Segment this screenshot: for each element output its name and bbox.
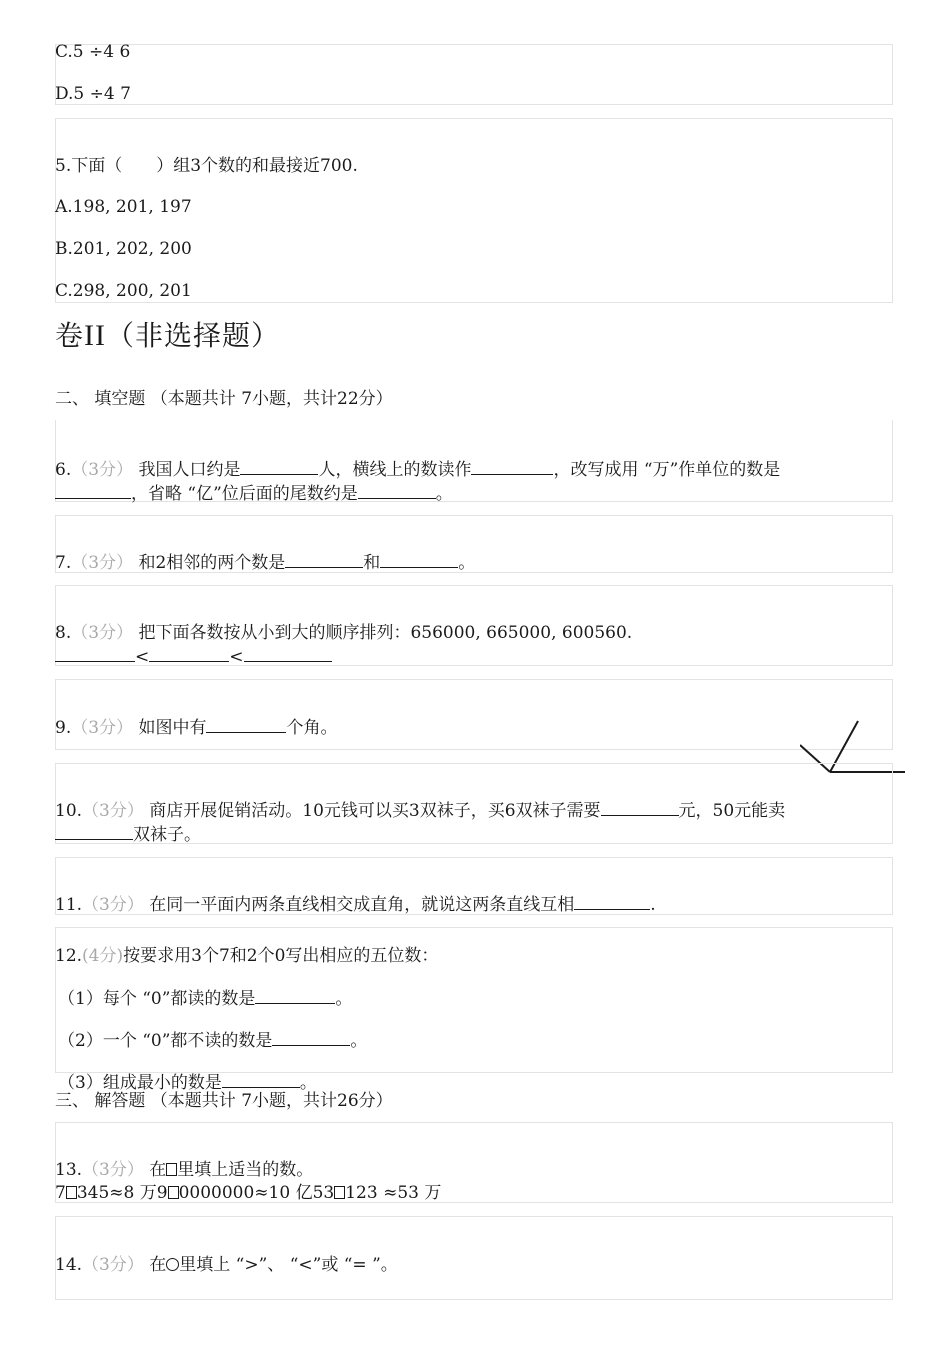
- q11-text-2: .: [650, 895, 656, 915]
- q7-number: 7.: [55, 553, 72, 573]
- q14-text-1: 在: [143, 1255, 167, 1275]
- q12-blank-3[interactable]: [222, 1073, 300, 1088]
- q11-blank[interactable]: [574, 895, 650, 910]
- q8-line-2: [55, 646, 332, 668]
- q10-text-2: 元，50元能卖: [678, 801, 786, 821]
- q6-line-1: [55, 459, 780, 481]
- square-box-icon: [166, 1163, 177, 1176]
- q7-blank-1[interactable]: [285, 553, 363, 568]
- q12-sub-2-text: （2）一个 “0”都不读的数是: [58, 1031, 273, 1051]
- q6-text-4: ，省略 “亿”位后面的尾数约是: [131, 484, 358, 504]
- q7-text-2: 和: [363, 553, 381, 573]
- q12-sub-2-end: 。: [350, 1031, 368, 1051]
- q14-text-2: 里填上 “>”、 “<”或 “= ”。: [179, 1255, 398, 1275]
- q5-stem: 5.下面（ ）组3个数的和最接近700.: [55, 156, 358, 176]
- q9-line: [55, 717, 337, 739]
- q5-option-c: C.298, 200, 201: [55, 281, 192, 301]
- q14-number: 14.: [55, 1255, 83, 1275]
- q13-expr-3-b: 123 ≈53 万: [345, 1183, 442, 1203]
- q7-score: （3分）: [71, 553, 134, 573]
- q9-score: （3分）: [71, 718, 134, 738]
- q13-expr-3-a: 53: [312, 1183, 335, 1203]
- q10-blank-2[interactable]: [55, 825, 133, 840]
- q12-sub-3-text: （3）组成最小的数是: [58, 1073, 222, 1093]
- q7-text-3: 。: [458, 553, 476, 573]
- q6-text-2: 人，横线上的数读作: [318, 460, 472, 480]
- q5-option-b: B.201, 202, 200: [55, 239, 192, 259]
- q12-blank-1[interactable]: [255, 989, 335, 1004]
- q12-score: (4分): [82, 946, 124, 966]
- q12-number: 12.: [55, 946, 83, 966]
- section-3-heading: 三、 解答题 （本题共计 7小题，共计26分）: [55, 1091, 393, 1111]
- part-2-title-roman: II: [84, 319, 106, 352]
- q12-blank-2[interactable]: [272, 1031, 350, 1046]
- q14-score: （3分）: [82, 1255, 144, 1275]
- q10-score: （3分）: [82, 801, 144, 821]
- q6-line-2: [55, 483, 453, 505]
- q14-line: [55, 1254, 398, 1276]
- q5-option-a: A.198, 201, 197: [55, 197, 192, 217]
- q8-text-1: 把下面各数按从小到大的顺序排列：656000, 665000, 600560.: [133, 623, 633, 643]
- q13-expr-1-b: 345≈8 万: [76, 1183, 157, 1203]
- q13-text-2: 里填上适当的数。: [177, 1160, 314, 1180]
- q13-blank-square-3[interactable]: [334, 1186, 345, 1199]
- q12-line-1: [55, 945, 438, 967]
- q13-line-1: [55, 1159, 313, 1181]
- q6-blank-3[interactable]: [55, 484, 131, 499]
- q13-text-1: 在: [143, 1160, 167, 1180]
- circle-icon: [166, 1258, 179, 1271]
- q10-text-1: 商店开展促销活动。10元钱可以买3双袜子，买6双袜子需要: [143, 801, 601, 821]
- q10-line-1: [55, 800, 785, 822]
- part-2-title-suffix: （非选择题）: [106, 319, 281, 352]
- q10-blank-1[interactable]: [601, 801, 679, 816]
- q8-score: （3分）: [71, 623, 134, 643]
- q12-sub-1-end: 。: [335, 989, 353, 1009]
- q12-sub-2: [58, 1030, 367, 1052]
- q8-blank-1[interactable]: [55, 647, 135, 662]
- q13-line-2: [55, 1182, 441, 1204]
- q7-line: [55, 552, 475, 574]
- q11-line: [55, 894, 656, 916]
- q13-blank-square-1[interactable]: [66, 1186, 77, 1199]
- q6-text-5: 。: [435, 484, 453, 504]
- q6-score: （3分）: [71, 460, 134, 480]
- q7-blank-2[interactable]: [380, 553, 458, 568]
- q13-number: 13.: [55, 1160, 83, 1180]
- q8-blank-2[interactable]: [149, 647, 229, 662]
- q12-text-1: 按要求用3个7和2个0写出相应的五位数：: [123, 946, 439, 966]
- q11-text-1: 在同一平面内两条直线相交成直角，就说这两条直线互相: [143, 895, 575, 915]
- section-2-heading: 二、 填空题 （本题共计 7小题，共计22分）: [55, 389, 393, 409]
- q13-expr-2-a: 9: [156, 1183, 168, 1203]
- q13-expr-1-a: 7: [55, 1183, 66, 1203]
- q11-number: 11.: [55, 895, 83, 915]
- q9-blank[interactable]: [206, 718, 286, 733]
- q8-blank-3[interactable]: [244, 647, 332, 662]
- q8-less-than-2: <: [229, 647, 244, 667]
- q6-text-1: 我国人口约是: [133, 460, 241, 480]
- part-2-title: [55, 314, 280, 354]
- q6-text-3: ，改写成用 “万”作单位的数是: [553, 460, 781, 480]
- q12-sub-3-end: 。: [299, 1073, 317, 1093]
- q11-score: （3分）: [82, 895, 144, 915]
- q8-line-1: [55, 622, 632, 644]
- q7-text-1: 和2相邻的两个数是: [133, 553, 286, 573]
- q8-number: 8.: [55, 623, 72, 643]
- q9-text-1: 如图中有: [133, 718, 207, 738]
- q6-blank-4[interactable]: [358, 484, 436, 499]
- q13-score: （3分）: [82, 1160, 144, 1180]
- q9-text-2: 个角。: [286, 718, 338, 738]
- q10-line-2: [55, 824, 201, 846]
- q4-option-d: D.5 ÷4 7: [55, 84, 131, 104]
- q12-sub-1: [58, 988, 352, 1010]
- question-9-box: [55, 679, 893, 750]
- q10-text-3: 双袜子。: [133, 825, 201, 845]
- q6-blank-1[interactable]: [240, 460, 318, 475]
- q12-sub-1-text: （1）每个 “0”都读的数是: [58, 989, 256, 1009]
- q13-expr-2-b: 0000000≈10 亿: [178, 1183, 313, 1203]
- q4-option-c: C.5 ÷4 6: [55, 42, 131, 62]
- part-2-title-prefix: 卷: [55, 319, 85, 352]
- question-4-options-box: [55, 44, 893, 105]
- q8-less-than-1: <: [135, 647, 150, 667]
- q6-blank-2[interactable]: [471, 460, 553, 475]
- q13-blank-square-2[interactable]: [168, 1186, 179, 1199]
- q9-number: 9.: [55, 718, 72, 738]
- q6-number: 6.: [55, 460, 72, 480]
- q10-number: 10.: [55, 801, 83, 821]
